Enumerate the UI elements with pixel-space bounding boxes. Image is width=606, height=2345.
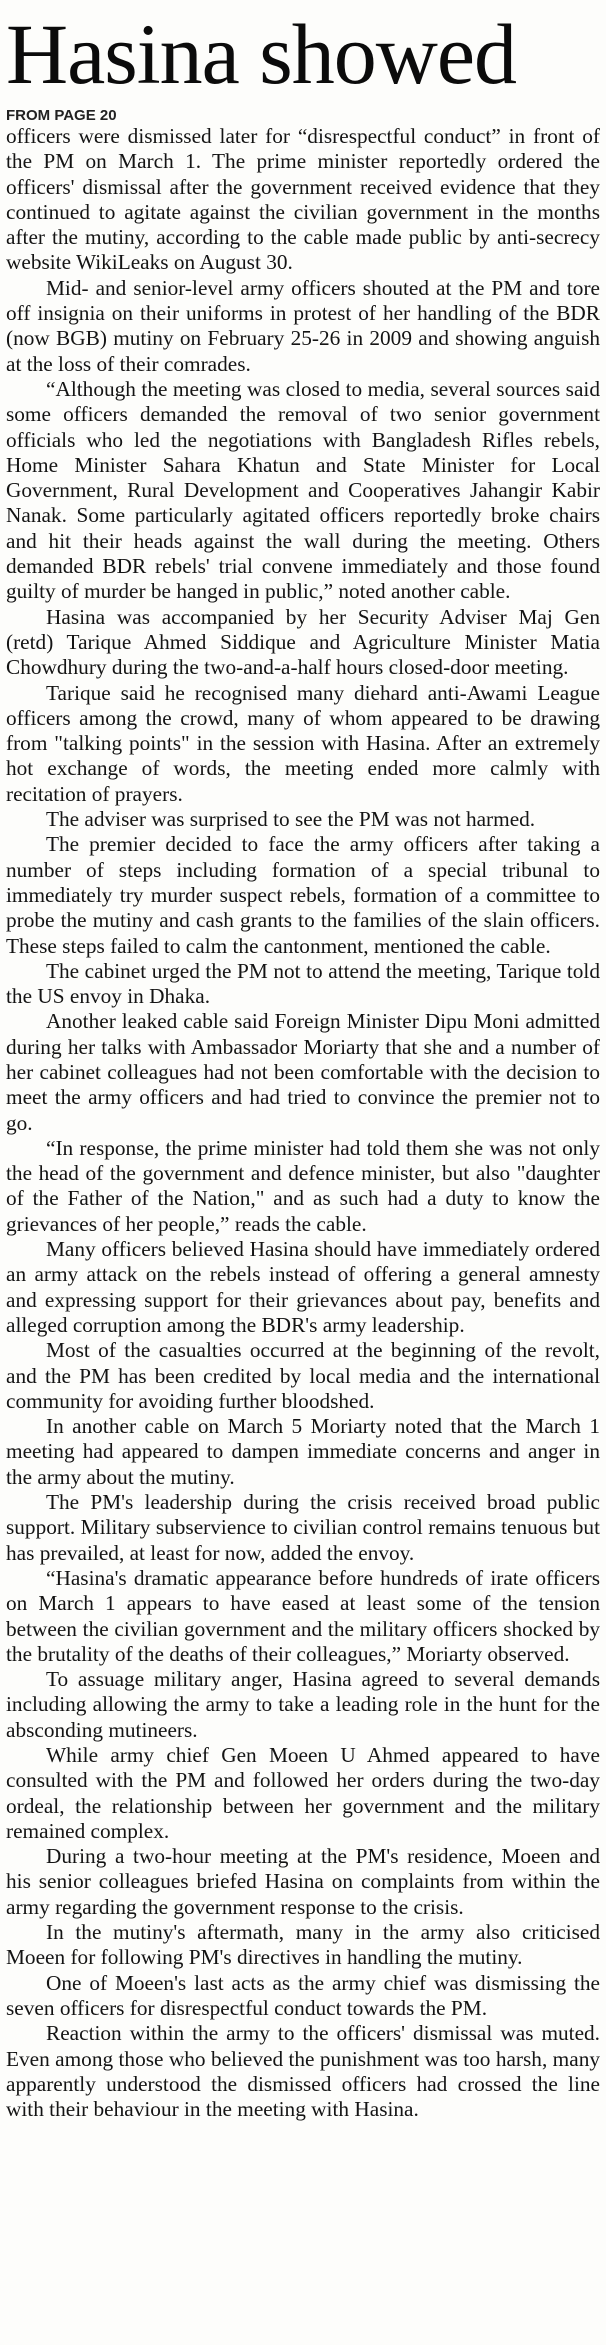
paragraph: Reaction within the army to the officers' dismissal was muted. Even among those who believed the punishment was too harsh, many apparently understood the dismissed officers had crossed the line with their behaviour in the meeting with Hasina. [6,2021,600,2122]
paragraph: “Hasina's dramatic appearance before hundreds of irate officers on March 1 appears to have eased at least some of the tension between the civilian government and the military officers shocked by the brutality of the deaths of their colleagues,” Moriarty observed. [6,1565,600,1666]
paragraph: In another cable on March 5 Moriarty noted that the March 1 meeting had appeared to dampen immediate concerns and anger in the army about the mutiny. [6,1414,600,1489]
paragraph: officers were dismissed later for “disrespectful conduct” in front of the PM on March 1. The prime minister reportedly ordered the officers' dismissal after the government received evidence that they continued to agitate against the civilian government in the months after the mutiny, according to the cable made public by anti-secrecy website WikiLeaks on August 30. [6,124,600,275]
paragraph: Another leaked cable said Foreign Minister Dipu Moni admitted during her talks with Ambassador Moriarty that she and a number of her cabinet colleagues had not been comfortable with the decision to meet the army officers and had tried to convince the premier not to go. [6,1009,600,1135]
paragraph: One of Moeen's last acts as the army chief was dismissing the seven officers for disrespectful conduct towards the PM. [6,1970,600,2020]
paragraph: The PM's leadership during the crisis received broad public support. Military subservience to civilian control remains tenuous but has prevailed, at least for now, added the envoy. [6,1490,600,1565]
paragraph: “Although the meeting was closed to media, several sources said some officers demanded the removal of two senior government officials who led the negotiations with Bangladesh Rifles rebels, Home Minister Sahara Khatun and State Minister for Local Government, Rural Development and Cooperatives Jahangir Kabir Nanak. Some particularly agitated officers reportedly broke chairs and hit their heads against the wall during the meeting. Others demanded BDR rebels' trial convene immediately and those found guilty of murder be hanged in public,” noted another cable. [6,376,600,604]
paragraph: To assuage military anger, Hasina agreed to several demands including allowing the army to take a leading role in the hunt for the absconding mutineers. [6,1667,600,1742]
jump-label: FROM PAGE 20 [6,107,117,124]
paragraph: “In response, the prime minister had told them she was not only the head of the government and defence minister, but also "daughter of the Father of the Nation," and as such had a duty to know the grievances of her people,” reads the cable. [6,1135,600,1236]
article-body [6,124,600,2122]
paragraph: During a two-hour meeting at the PM's residence, Moeen and his senior colleagues briefed Hasina on complaints from within the army regarding the government response to the crisis. [6,1844,600,1919]
paragraph: In the mutiny's aftermath, many in the army also criticised Moeen for following PM's directives in handling the mutiny. [6,1920,600,1970]
paragraph: The adviser was surprised to see the PM was not harmed. [46,807,536,832]
paragraph: Most of the casualties occurred at the beginning of the revolt, and the PM has been credited by local media and the international community for avoiding further bloodshed. [6,1338,600,1413]
paragraph: Tarique said he recognised many diehard anti-Awami League officers among the crowd, many of whom appeared to be drawing from "talking points" in the session with Hasina. After an extremely hot exchange of words, the meeting ended more calmly with recitation of prayers. [6,680,600,806]
headline: Hasina showed [6,6,517,102]
paragraph: While army chief Gen Moeen U Ahmed appeared to have consulted with the PM and followed her orders during the two-day ordeal, the relationship between her government and the military remained complex. [6,1743,600,1843]
paragraph: The cabinet urged the PM not to attend the meeting, Tarique told the US envoy in Dhaka. [6,958,600,1009]
paragraph: Many officers believed Hasina should have immediately ordered an army attack on the rebels instead of offering a general amnesty and expressing support for their grievances about pay, benefits and alleged corruption among the BDR's army leadership. [6,1237,600,1337]
paragraph: Hasina was accompanied by her Security Adviser Maj Gen (retd) Tarique Ahmed Siddique and Agriculture Minister Matia Chowdhury during the two-and-a-half hours closed-door meeting. [6,604,600,680]
paragraph: Mid- and senior-level army officers shouted at the PM and tore off insignia on their uniforms in protest of her handling of the BDR (now BGB) mutiny on February 25-26 in 2009 and showing anguish at the loss of their comrades. [6,275,600,376]
paragraph: The premier decided to face the army officers after taking a number of steps including formation of a special tribunal to immediately try murder suspect rebels, formation of a committee to probe the mutiny and cash grants to the families of the slain officers. These steps failed to calm the cantonment, mentioned the cable. [6,832,600,958]
